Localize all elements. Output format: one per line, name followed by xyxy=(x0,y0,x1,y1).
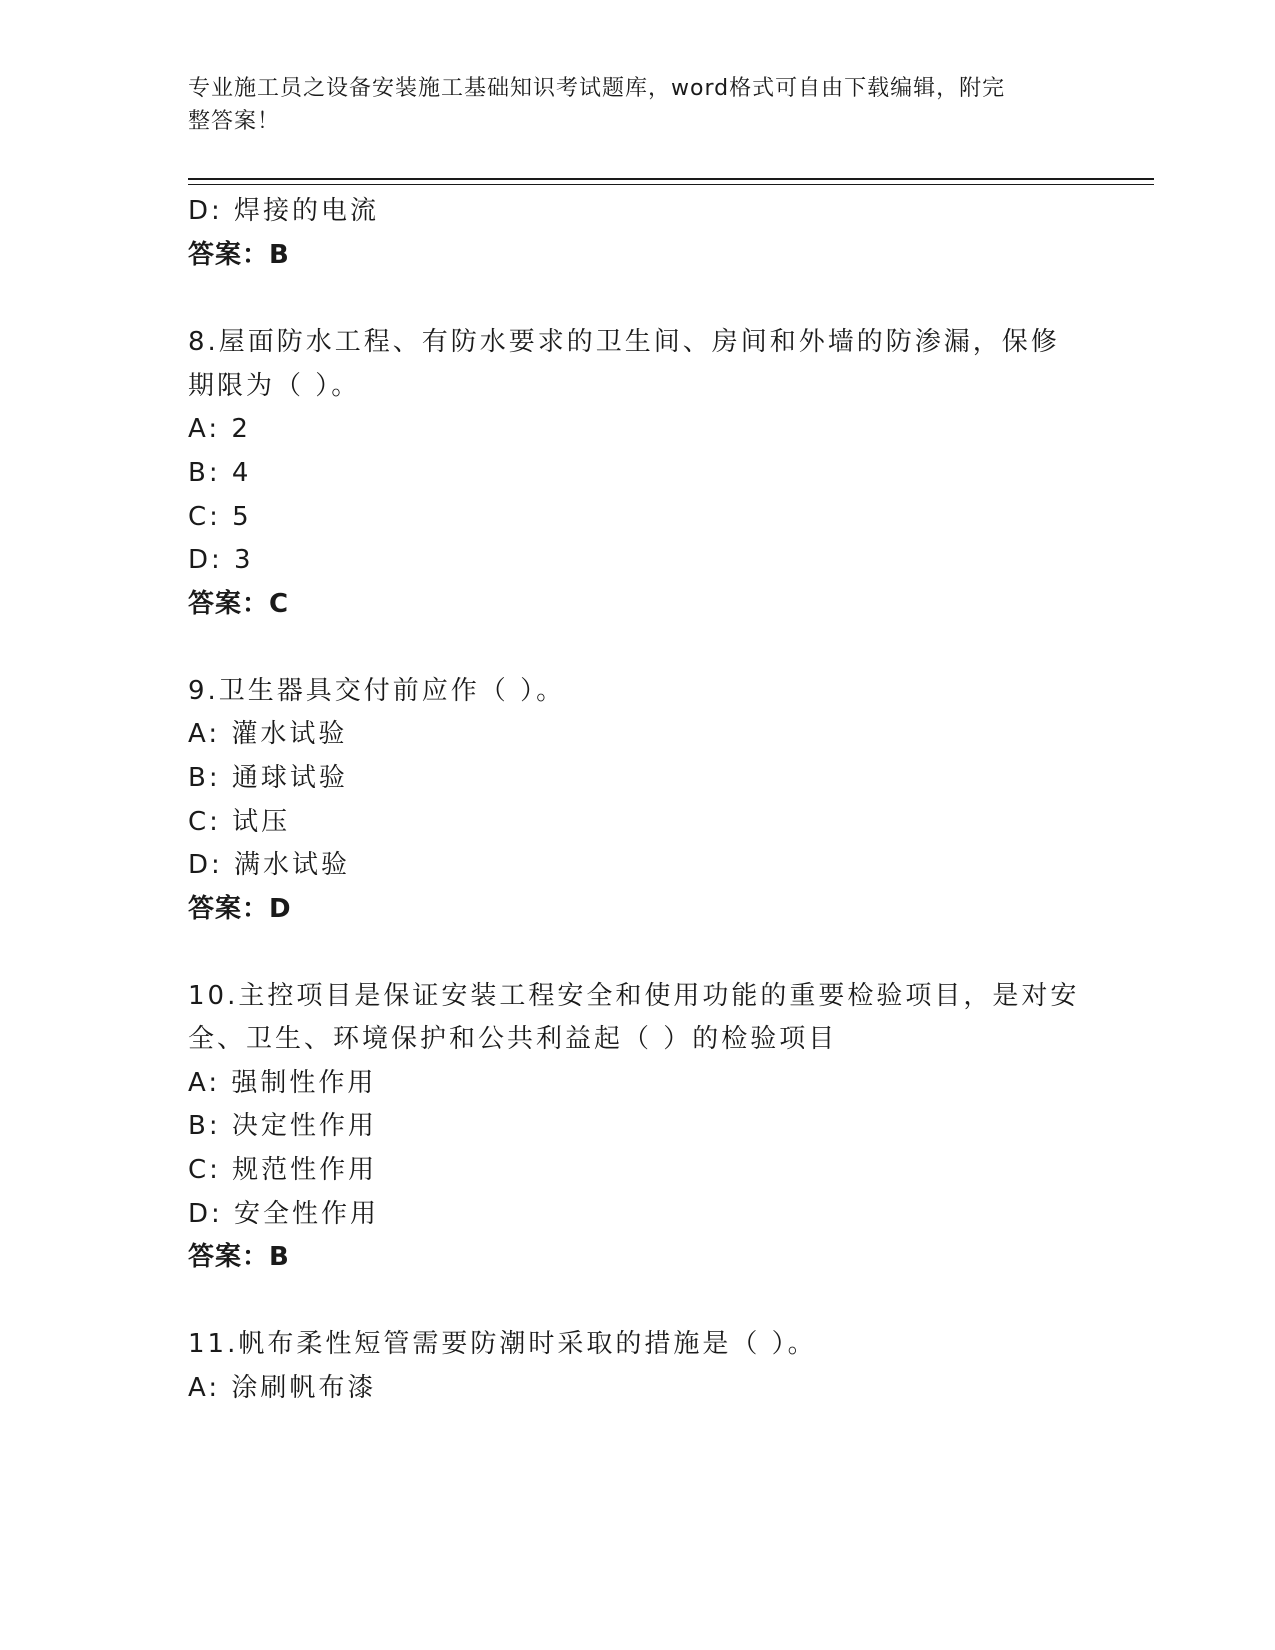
question-9-option-d: D: 满水试验 xyxy=(188,850,351,880)
document-header xyxy=(188,72,1068,138)
question-10-option-c: C: 规范性作用 xyxy=(188,1155,378,1185)
question-8-option-c: C: 5 xyxy=(188,502,252,532)
question-10-stem-line-1: 10.主控项目是保证安装工程安全和使用功能的重要检验项目，是对安 xyxy=(188,981,1080,1011)
question-10-answer: 答案：B xyxy=(188,1242,290,1272)
question-8-option-d: D: 3 xyxy=(188,545,254,575)
question-8-option-b: B: 4 xyxy=(188,458,252,488)
question-8-option-a: A: 2 xyxy=(188,414,251,444)
question-9-stem-line-1: 9.卫生器具交付前应作（ ）。 xyxy=(188,676,566,706)
question-9-option-a: A: 灌水试验 xyxy=(188,719,348,749)
answer-label: 答案：B xyxy=(188,240,290,270)
header-rule-thin xyxy=(188,184,1154,185)
header-line-1: 专业施工员之设备安装施工基础知识考试题库，word格式可自由下载编辑，附完 xyxy=(188,76,1006,101)
question-10-option-a: A: 强制性作用 xyxy=(188,1068,377,1098)
header-rule-thick xyxy=(188,178,1154,180)
question-9-option-b: B: 通球试验 xyxy=(188,763,348,793)
question-10-option-d: D: 安全性作用 xyxy=(188,1199,380,1229)
question-9-answer: 答案：D xyxy=(188,894,292,924)
header-line-2: 整答案！ xyxy=(188,109,281,134)
question-10-option-b: B: 决定性作用 xyxy=(188,1111,377,1141)
question-8-stem-line-2: 期限为（ ）。 xyxy=(188,371,361,401)
question-11-option-a: A: 涂刷帆布漆 xyxy=(188,1373,377,1403)
question-10-stem-line-2: 全、卫生、环境保护和公共利益起（ ）的检验项目 xyxy=(188,1024,838,1054)
question-8-answer: 答案：C xyxy=(188,589,290,619)
question-9-option-c: C: 试压 xyxy=(188,807,291,837)
question-8-stem-line-1: 8.屋面防水工程、有防水要求的卫生间、房间和外墙的防渗漏，保修 xyxy=(188,327,1060,357)
option-d: D: 焊接的电流 xyxy=(188,196,380,226)
question-11-stem-line-1: 11.帆布柔性短管需要防潮时采取的措施是（ ）。 xyxy=(188,1329,817,1359)
